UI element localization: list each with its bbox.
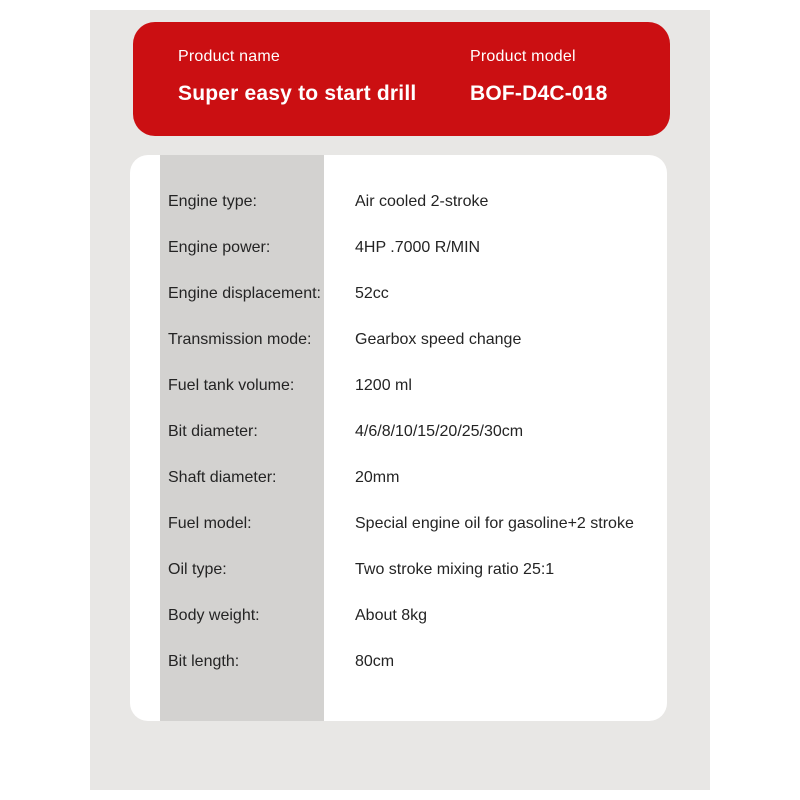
spec-row — [130, 501, 667, 547]
spec-row — [130, 179, 667, 225]
spec-row — [130, 317, 667, 363]
product-name-block — [178, 48, 416, 106]
spec-row-label: Fuel tank volume: — [168, 377, 295, 394]
product-model-value: BOF-D4C-018 — [470, 82, 608, 105]
product-name-value: Super easy to start drill — [178, 82, 417, 105]
spec-row — [130, 225, 667, 271]
product-model-block — [470, 48, 608, 106]
spec-row-value: 4/6/8/10/15/20/25/30cm — [355, 423, 524, 440]
spec-row — [130, 593, 667, 639]
spec-row-label: Bit diameter: — [168, 423, 258, 440]
product-model-label: Product model — [470, 48, 576, 65]
spec-row-label: Fuel model: — [168, 515, 252, 532]
spec-row-value: Gearbox speed change — [355, 331, 522, 348]
spec-row-label: Transmission mode: — [168, 331, 312, 348]
spec-row-label: Engine power: — [168, 239, 271, 256]
spec-row-value: Two stroke mixing ratio 25:1 — [355, 561, 555, 578]
product-name-label: Product name — [178, 48, 281, 65]
spec-row — [130, 363, 667, 409]
spec-row-value: 80cm — [355, 653, 395, 670]
spec-row-label: Body weight: — [168, 607, 260, 624]
spec-table-card — [130, 155, 667, 721]
spec-row-value: 20mm — [355, 469, 400, 486]
spec-row-value: Air cooled 2-stroke — [355, 193, 489, 210]
spec-row-label: Engine type: — [168, 193, 257, 210]
spec-row-label: Oil type: — [168, 561, 227, 578]
spec-row — [130, 409, 667, 455]
spec-row-value: 4HP .7000 R/MIN — [355, 239, 481, 256]
spec-row — [130, 547, 667, 593]
spec-table — [130, 179, 667, 685]
spec-row-label: Engine displacement: — [168, 285, 321, 302]
spec-row-value: Special engine oil for gasoline+2 stroke — [355, 515, 634, 532]
spec-row-label: Shaft diameter: — [168, 469, 277, 486]
spec-row — [130, 639, 667, 685]
spec-row — [130, 455, 667, 501]
product-header-card — [133, 22, 670, 136]
spec-row-value: 1200 ml — [355, 377, 412, 394]
spec-row-value: About 8kg — [355, 607, 428, 624]
spec-row-label: Bit length: — [168, 653, 240, 670]
spec-row-value: 52cc — [355, 285, 389, 302]
spec-row — [130, 271, 667, 317]
